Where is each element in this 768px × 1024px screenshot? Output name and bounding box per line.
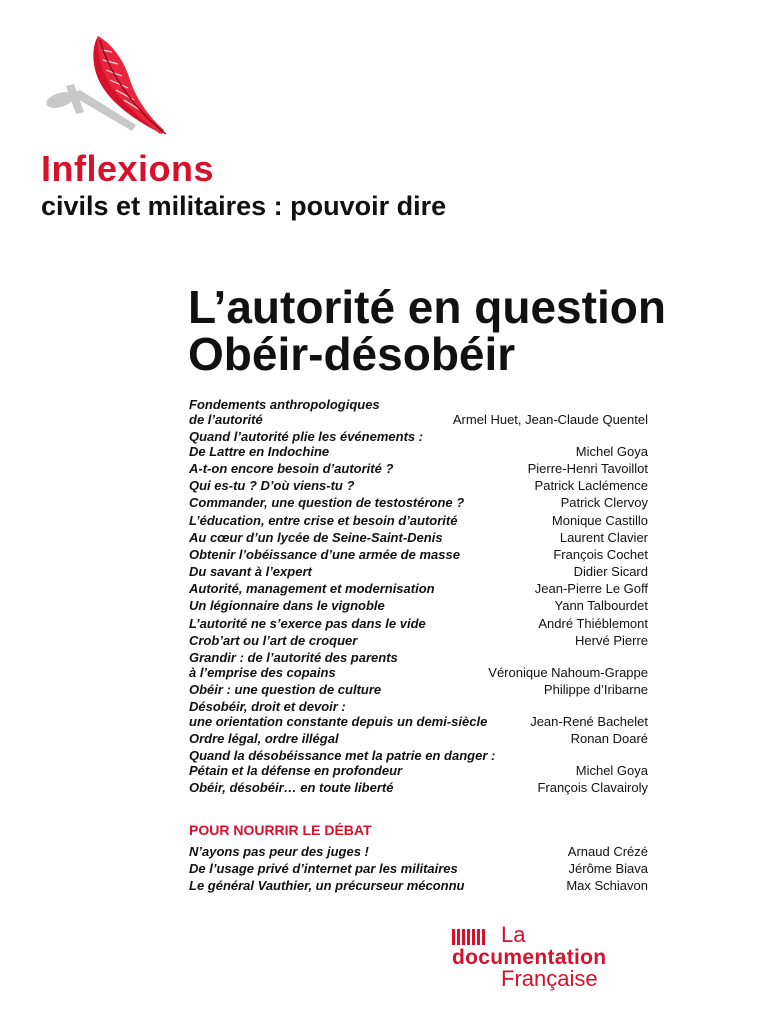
toc-entry-author: Ronan Doaré [570, 731, 648, 747]
toc-entry-title: Au cœur d’un lycée de Seine-Saint-Denis [189, 529, 443, 545]
toc-entry-title: Fondements anthropologiques de l’autorité [189, 397, 380, 427]
debate-contents [189, 845, 648, 897]
quill-sword-logo-icon [40, 30, 175, 145]
toc-entry-title: Obéir, désobéir… en toute liberté [189, 780, 394, 796]
journal-title: Inflexions [41, 148, 215, 189]
journal-subtitle: civils et militaires : pouvoir dire [41, 191, 447, 221]
toc-entry-author: Michel Goya [575, 763, 648, 779]
toc-entry [189, 732, 648, 747]
toc-entry [189, 651, 648, 681]
toc-entry-author: Jérôme Biava [568, 861, 648, 877]
toc-entry [189, 879, 648, 894]
toc-entry-author: Monique Castillo [551, 512, 648, 528]
issue-title-line1: L’autorité en question [188, 281, 666, 333]
toc-entry [189, 582, 648, 597]
toc-entry-title: Crob’art ou l’art de croquer [189, 632, 358, 648]
toc-entry-title: Un légionnaire dans le vignoble [189, 598, 385, 614]
toc-entry [189, 398, 648, 428]
toc-entry [189, 700, 648, 730]
toc-entry-author: Jean-Pierre Le Goff [534, 581, 648, 597]
toc-entry [189, 462, 648, 477]
toc-entry-author: Patrick Clervoy [560, 495, 648, 511]
toc-entry [189, 565, 648, 580]
toc-entry-title: Grandir : de l’autorité des parents à l’emprise des copains [189, 650, 398, 680]
toc-entry-title: Quand la désobéissance met la patrie en danger : Pétain et la défense en profondeur [189, 748, 496, 779]
toc-entry-author: Didier Sicard [573, 564, 648, 580]
toc-entry [189, 496, 648, 511]
toc-entry-author: Michel Goya [575, 443, 648, 459]
toc-entry-title: Obéir : une question de culture [189, 682, 382, 698]
toc-entry-title: L’éducation, entre crise et besoin d’autorité [189, 512, 458, 528]
toc-entry-author: François Cochet [553, 546, 648, 562]
table-of-contents [189, 398, 648, 799]
toc-entry [189, 548, 648, 563]
toc-entry [189, 634, 648, 649]
toc-entry [189, 862, 648, 877]
debate-heading: POUR NOURRIR LE DÉBAT [189, 822, 372, 838]
toc-entry-author: Véronique Nahoum-Grappe [488, 664, 648, 680]
toc-entry-title: N’ayons pas peur des juges ! [189, 844, 369, 859]
publisher-logo [452, 922, 667, 993]
toc-entry-title: Quand l’autorité plie les événements : De Lattre en Indochine [189, 428, 424, 459]
toc-entry-title: Désobéir, droit et devoir : une orientation constante depuis un demi-siècle [189, 699, 488, 729]
toc-entry [189, 781, 648, 796]
toc-entry [189, 430, 648, 460]
issue-title [188, 281, 748, 380]
toc-entry-title: L’autorité ne s’exerce pas dans le vide [189, 615, 426, 631]
toc-entry-title: Du savant à l’expert [189, 564, 312, 580]
toc-entry-author: Arnaud Crézé [567, 844, 648, 859]
toc-entry [189, 531, 648, 546]
toc-entry [189, 599, 648, 614]
toc-entry-author: Yann Talbourdet [554, 598, 648, 614]
toc-entry-author: Hervé Pierre [575, 632, 648, 648]
toc-entry-author: Max Schiavon [566, 878, 648, 894]
toc-entry-author: André Thiéblemont [538, 615, 648, 631]
toc-entry-author: François Clavairoly [537, 780, 648, 796]
toc-entry-title: Autorité, management et modernisation [189, 581, 435, 597]
toc-entry-title: Commander, une question de testostérone ? [189, 495, 465, 511]
toc-entry-author: Pierre-Henri Tavoillot [527, 460, 648, 476]
toc-entry [189, 479, 648, 494]
toc-entry [189, 683, 648, 698]
toc-entry [189, 845, 648, 860]
toc-entry-title: Le général Vauthier, un précurseur méconnu [189, 878, 465, 894]
toc-entry-author: Philippe d’Iribarne [543, 682, 648, 698]
toc-entry-title: De l’usage privé d’internet par les militaires [189, 861, 458, 877]
toc-entry-author: Laurent Clavier [559, 529, 648, 545]
toc-entry-title: A-t-on encore besoin d’autorité ? [189, 460, 394, 476]
toc-entry-title: Ordre légal, ordre illégal [189, 731, 339, 747]
issue-title-line2: Obéir-désobéir [188, 328, 516, 380]
toc-entry [189, 514, 648, 529]
publisher-bars-icon [452, 929, 485, 945]
publisher-line2: documentation [452, 946, 607, 969]
toc-entry-author: Armel Huet, Jean-Claude Quentel [452, 411, 648, 427]
publisher-line3: Française [501, 966, 598, 991]
publisher-line1: La [501, 922, 526, 947]
toc-entry [189, 617, 648, 632]
toc-entry-author: Jean-René Bachelet [530, 714, 648, 729]
toc-entry-author: Patrick Laclémence [534, 478, 648, 494]
toc-entry-title: Obtenir l’obéissance d’une armée de masse [189, 546, 460, 562]
toc-entry-title: Qui es-tu ? D’où viens-tu ? [189, 478, 355, 494]
toc-entry [189, 749, 648, 779]
